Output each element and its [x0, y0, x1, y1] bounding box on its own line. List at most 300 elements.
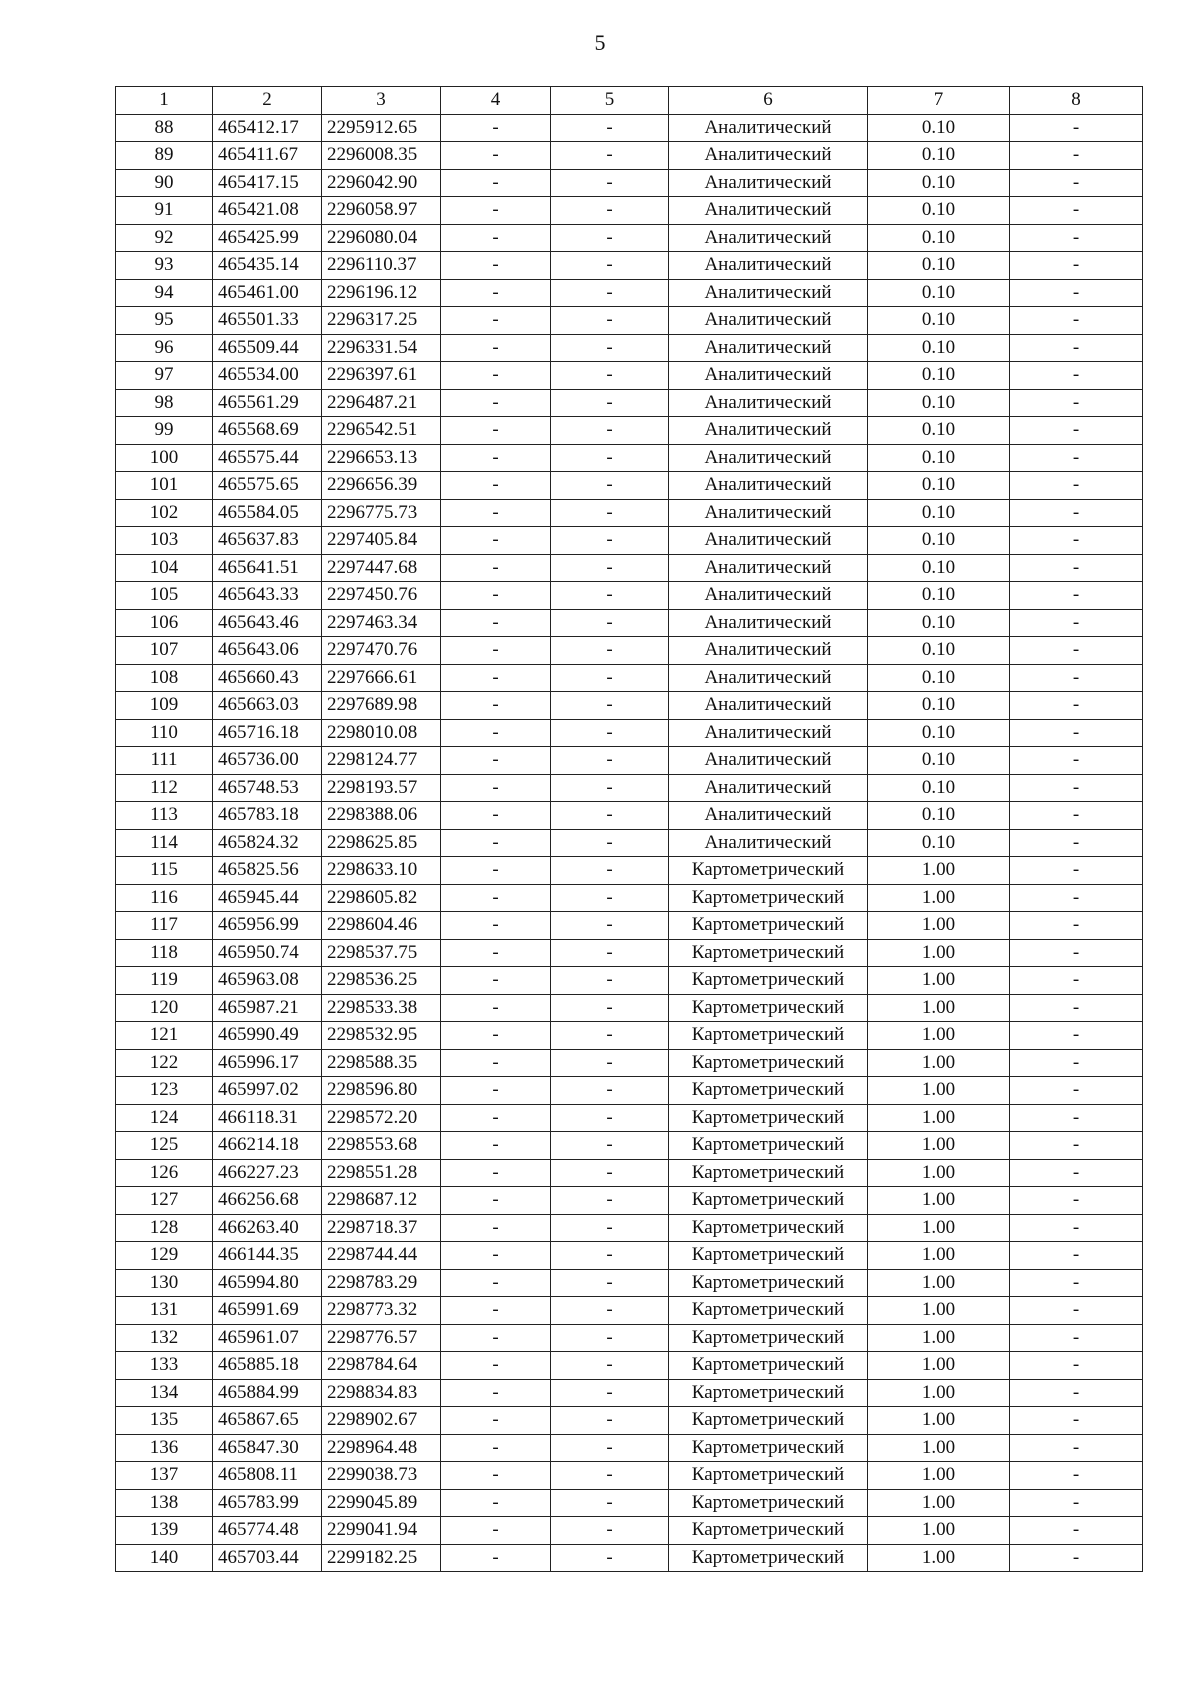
accuracy-cell: 1.00 [868, 1434, 1010, 1462]
method-cell: Картометрический [669, 857, 868, 885]
accuracy-cell: 1.00 [868, 1022, 1010, 1050]
accuracy-cell: 1.00 [868, 1544, 1010, 1572]
y-coordinate-cell: 2296653.13 [322, 444, 441, 472]
col5-cell: - [551, 444, 669, 472]
method-cell: Аналитический [669, 472, 868, 500]
table-row [116, 1214, 1143, 1242]
table-row [116, 884, 1143, 912]
col5-cell: - [551, 1077, 669, 1105]
col4-cell: - [441, 1049, 551, 1077]
accuracy-cell: 0.10 [868, 444, 1010, 472]
table-row [116, 1049, 1143, 1077]
accuracy-cell: 1.00 [868, 1489, 1010, 1517]
col8-cell: - [1010, 1297, 1143, 1325]
col8-cell: - [1010, 1352, 1143, 1380]
method-cell: Аналитический [669, 609, 868, 637]
col8-cell: - [1010, 1324, 1143, 1352]
x-coordinate-cell: 465643.06 [213, 637, 322, 665]
point-number-cell: 109 [116, 692, 213, 720]
accuracy-cell: 1.00 [868, 1269, 1010, 1297]
col4-cell: - [441, 802, 551, 830]
point-number-cell: 105 [116, 582, 213, 610]
col4-cell: - [441, 829, 551, 857]
col8-cell: - [1010, 417, 1143, 445]
table-row [116, 444, 1143, 472]
col8-cell: - [1010, 1544, 1143, 1572]
x-coordinate-cell: 465575.44 [213, 444, 322, 472]
accuracy-cell: 0.10 [868, 582, 1010, 610]
coordinates-table [115, 86, 1143, 1572]
column-header: 4 [441, 87, 551, 115]
col8-cell: - [1010, 499, 1143, 527]
col5-cell: - [551, 582, 669, 610]
table-row [116, 664, 1143, 692]
method-cell: Картометрический [669, 1049, 868, 1077]
table-row [116, 554, 1143, 582]
table-row [116, 1517, 1143, 1545]
y-coordinate-cell: 2298625.85 [322, 829, 441, 857]
accuracy-cell: 1.00 [868, 1049, 1010, 1077]
point-number-cell: 117 [116, 912, 213, 940]
col5-cell: - [551, 554, 669, 582]
accuracy-cell: 0.10 [868, 169, 1010, 197]
table-row [116, 774, 1143, 802]
accuracy-cell: 1.00 [868, 1407, 1010, 1435]
point-number-cell: 128 [116, 1214, 213, 1242]
method-cell: Аналитический [669, 252, 868, 280]
col4-cell: - [441, 334, 551, 362]
point-number-cell: 91 [116, 197, 213, 225]
method-cell: Картометрический [669, 1077, 868, 1105]
col5-cell: - [551, 197, 669, 225]
accuracy-cell: 1.00 [868, 1352, 1010, 1380]
method-cell: Аналитический [669, 362, 868, 390]
y-coordinate-cell: 2296542.51 [322, 417, 441, 445]
y-coordinate-cell: 2298773.32 [322, 1297, 441, 1325]
col5-cell: - [551, 1352, 669, 1380]
table-row [116, 142, 1143, 170]
col4-cell: - [441, 472, 551, 500]
col5-cell: - [551, 747, 669, 775]
column-header: 1 [116, 87, 213, 115]
accuracy-cell: 0.10 [868, 664, 1010, 692]
table-row [116, 609, 1143, 637]
method-cell: Картометрический [669, 884, 868, 912]
method-cell: Картометрический [669, 1214, 868, 1242]
col4-cell: - [441, 1462, 551, 1490]
col4-cell: - [441, 1077, 551, 1105]
y-coordinate-cell: 2298687.12 [322, 1187, 441, 1215]
col4-cell: - [441, 1297, 551, 1325]
y-coordinate-cell: 2298633.10 [322, 857, 441, 885]
table-row [116, 224, 1143, 252]
col8-cell: - [1010, 884, 1143, 912]
col5-cell: - [551, 527, 669, 555]
method-cell: Аналитический [669, 334, 868, 362]
point-number-cell: 127 [116, 1187, 213, 1215]
col5-cell: - [551, 1324, 669, 1352]
method-cell: Аналитический [669, 802, 868, 830]
col4-cell: - [441, 857, 551, 885]
table-row [116, 967, 1143, 995]
col5-cell: - [551, 774, 669, 802]
accuracy-cell: 1.00 [868, 1132, 1010, 1160]
x-coordinate-cell: 465736.00 [213, 747, 322, 775]
point-number-cell: 110 [116, 719, 213, 747]
col8-cell: - [1010, 1187, 1143, 1215]
y-coordinate-cell: 2297450.76 [322, 582, 441, 610]
x-coordinate-cell: 465956.99 [213, 912, 322, 940]
y-coordinate-cell: 2296058.97 [322, 197, 441, 225]
col8-cell: - [1010, 637, 1143, 665]
point-number-cell: 111 [116, 747, 213, 775]
col8-cell: - [1010, 967, 1143, 995]
table-row [116, 1187, 1143, 1215]
x-coordinate-cell: 465501.33 [213, 307, 322, 335]
col8-cell: - [1010, 747, 1143, 775]
x-coordinate-cell: 465963.08 [213, 967, 322, 995]
col5-cell: - [551, 362, 669, 390]
table-row [116, 994, 1143, 1022]
x-coordinate-cell: 465748.53 [213, 774, 322, 802]
method-cell: Картометрический [669, 912, 868, 940]
point-number-cell: 126 [116, 1159, 213, 1187]
col5-cell: - [551, 1214, 669, 1242]
col5-cell: - [551, 692, 669, 720]
col5-cell: - [551, 829, 669, 857]
accuracy-cell: 1.00 [868, 939, 1010, 967]
x-coordinate-cell: 465950.74 [213, 939, 322, 967]
table-row [116, 252, 1143, 280]
method-cell: Аналитический [669, 637, 868, 665]
accuracy-cell: 0.10 [868, 692, 1010, 720]
x-coordinate-cell: 465417.15 [213, 169, 322, 197]
col4-cell: - [441, 912, 551, 940]
method-cell: Аналитический [669, 582, 868, 610]
table-row [116, 912, 1143, 940]
point-number-cell: 120 [116, 994, 213, 1022]
col8-cell: - [1010, 719, 1143, 747]
y-coordinate-cell: 2298783.29 [322, 1269, 441, 1297]
point-number-cell: 130 [116, 1269, 213, 1297]
x-coordinate-cell: 465641.51 [213, 554, 322, 582]
y-coordinate-cell: 2298744.44 [322, 1242, 441, 1270]
x-coordinate-cell: 466227.23 [213, 1159, 322, 1187]
col8-cell: - [1010, 1434, 1143, 1462]
col5-cell: - [551, 1434, 669, 1462]
col8-cell: - [1010, 114, 1143, 142]
point-number-cell: 134 [116, 1379, 213, 1407]
x-coordinate-cell: 465808.11 [213, 1462, 322, 1490]
accuracy-cell: 1.00 [868, 1214, 1010, 1242]
point-number-cell: 123 [116, 1077, 213, 1105]
y-coordinate-cell: 2296331.54 [322, 334, 441, 362]
col4-cell: - [441, 279, 551, 307]
x-coordinate-cell: 465847.30 [213, 1434, 322, 1462]
y-coordinate-cell: 2296397.61 [322, 362, 441, 390]
col4-cell: - [441, 197, 551, 225]
x-coordinate-cell: 465945.44 [213, 884, 322, 912]
col5-cell: - [551, 1517, 669, 1545]
x-coordinate-cell: 465568.69 [213, 417, 322, 445]
y-coordinate-cell: 2296656.39 [322, 472, 441, 500]
point-number-cell: 95 [116, 307, 213, 335]
x-coordinate-cell: 465637.83 [213, 527, 322, 555]
col5-cell: - [551, 1462, 669, 1490]
method-cell: Картометрический [669, 967, 868, 995]
x-coordinate-cell: 465825.56 [213, 857, 322, 885]
col8-cell: - [1010, 1462, 1143, 1490]
col4-cell: - [441, 362, 551, 390]
table-row [116, 857, 1143, 885]
col4-cell: - [441, 554, 551, 582]
col4-cell: - [441, 747, 551, 775]
col8-cell: - [1010, 1269, 1143, 1297]
x-coordinate-cell: 465421.08 [213, 197, 322, 225]
point-number-cell: 96 [116, 334, 213, 362]
x-coordinate-cell: 465425.99 [213, 224, 322, 252]
col8-cell: - [1010, 389, 1143, 417]
col8-cell: - [1010, 197, 1143, 225]
point-number-cell: 122 [116, 1049, 213, 1077]
accuracy-cell: 0.10 [868, 774, 1010, 802]
col5-cell: - [551, 1022, 669, 1050]
table-row [116, 499, 1143, 527]
accuracy-cell: 1.00 [868, 1242, 1010, 1270]
table-row [116, 1077, 1143, 1105]
y-coordinate-cell: 2297666.61 [322, 664, 441, 692]
accuracy-cell: 0.10 [868, 609, 1010, 637]
point-number-cell: 125 [116, 1132, 213, 1160]
col5-cell: - [551, 389, 669, 417]
col5-cell: - [551, 884, 669, 912]
table-row [116, 719, 1143, 747]
method-cell: Картометрический [669, 1407, 868, 1435]
col8-cell: - [1010, 609, 1143, 637]
method-cell: Аналитический [669, 554, 868, 582]
accuracy-cell: 0.10 [868, 362, 1010, 390]
col4-cell: - [441, 1214, 551, 1242]
point-number-cell: 98 [116, 389, 213, 417]
col4-cell: - [441, 1269, 551, 1297]
table-row [116, 829, 1143, 857]
col5-cell: - [551, 609, 669, 637]
accuracy-cell: 0.10 [868, 499, 1010, 527]
point-number-cell: 138 [116, 1489, 213, 1517]
method-cell: Картометрический [669, 1462, 868, 1490]
method-cell: Аналитический [669, 829, 868, 857]
col4-cell: - [441, 609, 551, 637]
y-coordinate-cell: 2296080.04 [322, 224, 441, 252]
x-coordinate-cell: 465411.67 [213, 142, 322, 170]
method-cell: Аналитический [669, 527, 868, 555]
accuracy-cell: 0.10 [868, 417, 1010, 445]
y-coordinate-cell: 2298596.80 [322, 1077, 441, 1105]
col4-cell: - [441, 389, 551, 417]
point-number-cell: 93 [116, 252, 213, 280]
method-cell: Аналитический [669, 774, 868, 802]
method-cell: Аналитический [669, 499, 868, 527]
col4-cell: - [441, 1517, 551, 1545]
col5-cell: - [551, 252, 669, 280]
x-coordinate-cell: 465991.69 [213, 1297, 322, 1325]
table-row [116, 1489, 1143, 1517]
table-row [116, 527, 1143, 555]
method-cell: Картометрический [669, 1352, 868, 1380]
y-coordinate-cell: 2297405.84 [322, 527, 441, 555]
table-row [116, 1434, 1143, 1462]
x-coordinate-cell: 465884.99 [213, 1379, 322, 1407]
col5-cell: - [551, 1049, 669, 1077]
point-number-cell: 140 [116, 1544, 213, 1572]
col4-cell: - [441, 527, 551, 555]
y-coordinate-cell: 2298902.67 [322, 1407, 441, 1435]
y-coordinate-cell: 2298536.25 [322, 967, 441, 995]
x-coordinate-cell: 465996.17 [213, 1049, 322, 1077]
x-coordinate-cell: 465663.03 [213, 692, 322, 720]
method-cell: Аналитический [669, 197, 868, 225]
point-number-cell: 88 [116, 114, 213, 142]
col5-cell: - [551, 334, 669, 362]
point-number-cell: 131 [116, 1297, 213, 1325]
method-cell: Картометрический [669, 1132, 868, 1160]
point-number-cell: 116 [116, 884, 213, 912]
method-cell: Аналитический [669, 279, 868, 307]
col5-cell: - [551, 1242, 669, 1270]
col5-cell: - [551, 114, 669, 142]
col8-cell: - [1010, 444, 1143, 472]
table-row [116, 1324, 1143, 1352]
col8-cell: - [1010, 692, 1143, 720]
x-coordinate-cell: 465575.65 [213, 472, 322, 500]
method-cell: Картометрический [669, 1104, 868, 1132]
accuracy-cell: 1.00 [868, 1462, 1010, 1490]
col5-cell: - [551, 417, 669, 445]
col5-cell: - [551, 1297, 669, 1325]
page-number: 5 [594, 30, 606, 55]
x-coordinate-cell: 465783.99 [213, 1489, 322, 1517]
y-coordinate-cell: 2298010.08 [322, 719, 441, 747]
point-number-cell: 137 [116, 1462, 213, 1490]
table-row [116, 472, 1143, 500]
method-cell: Аналитический [669, 224, 868, 252]
method-cell: Картометрический [669, 1379, 868, 1407]
x-coordinate-cell: 466256.68 [213, 1187, 322, 1215]
y-coordinate-cell: 2298124.77 [322, 747, 441, 775]
col5-cell: - [551, 1159, 669, 1187]
point-number-cell: 94 [116, 279, 213, 307]
y-coordinate-cell: 2296110.37 [322, 252, 441, 280]
column-header: 3 [322, 87, 441, 115]
col8-cell: - [1010, 1489, 1143, 1517]
table-row [116, 802, 1143, 830]
x-coordinate-cell: 465461.00 [213, 279, 322, 307]
col5-cell: - [551, 912, 669, 940]
y-coordinate-cell: 2299038.73 [322, 1462, 441, 1490]
col5-cell: - [551, 307, 669, 335]
col8-cell: - [1010, 1022, 1143, 1050]
col8-cell: - [1010, 1214, 1143, 1242]
col4-cell: - [441, 224, 551, 252]
col4-cell: - [441, 1104, 551, 1132]
accuracy-cell: 0.10 [868, 719, 1010, 747]
method-cell: Картометрический [669, 1269, 868, 1297]
col4-cell: - [441, 1187, 551, 1215]
y-coordinate-cell: 2298533.38 [322, 994, 441, 1022]
col8-cell: - [1010, 994, 1143, 1022]
point-number-cell: 115 [116, 857, 213, 885]
col5-cell: - [551, 1187, 669, 1215]
x-coordinate-cell: 465824.32 [213, 829, 322, 857]
col5-cell: - [551, 1489, 669, 1517]
column-header: 8 [1010, 87, 1143, 115]
method-cell: Картометрический [669, 939, 868, 967]
col8-cell: - [1010, 1379, 1143, 1407]
y-coordinate-cell: 2296487.21 [322, 389, 441, 417]
y-coordinate-cell: 2298388.06 [322, 802, 441, 830]
accuracy-cell: 1.00 [868, 967, 1010, 995]
x-coordinate-cell: 465412.17 [213, 114, 322, 142]
y-coordinate-cell: 2298551.28 [322, 1159, 441, 1187]
x-coordinate-cell: 465987.21 [213, 994, 322, 1022]
accuracy-cell: 0.10 [868, 829, 1010, 857]
table-row [116, 1379, 1143, 1407]
x-coordinate-cell: 466263.40 [213, 1214, 322, 1242]
point-number-cell: 103 [116, 527, 213, 555]
point-number-cell: 90 [116, 169, 213, 197]
col8-cell: - [1010, 279, 1143, 307]
accuracy-cell: 1.00 [868, 994, 1010, 1022]
col4-cell: - [441, 719, 551, 747]
y-coordinate-cell: 2298834.83 [322, 1379, 441, 1407]
method-cell: Картометрический [669, 1187, 868, 1215]
table-row [116, 362, 1143, 390]
col4-cell: - [441, 582, 551, 610]
col4-cell: - [441, 307, 551, 335]
point-number-cell: 97 [116, 362, 213, 390]
col8-cell: - [1010, 554, 1143, 582]
col4-cell: - [441, 444, 551, 472]
col4-cell: - [441, 114, 551, 142]
col5-cell: - [551, 1544, 669, 1572]
col8-cell: - [1010, 939, 1143, 967]
col5-cell: - [551, 224, 669, 252]
col4-cell: - [441, 774, 551, 802]
method-cell: Картометрический [669, 1489, 868, 1517]
col4-cell: - [441, 1352, 551, 1380]
method-cell: Картометрический [669, 1159, 868, 1187]
col4-cell: - [441, 967, 551, 995]
accuracy-cell: 0.10 [868, 142, 1010, 170]
col4-cell: - [441, 252, 551, 280]
col5-cell: - [551, 802, 669, 830]
x-coordinate-cell: 466214.18 [213, 1132, 322, 1160]
point-number-cell: 114 [116, 829, 213, 857]
x-coordinate-cell: 465783.18 [213, 802, 322, 830]
y-coordinate-cell: 2298588.35 [322, 1049, 441, 1077]
method-cell: Аналитический [669, 692, 868, 720]
table-row [116, 307, 1143, 335]
column-header: 6 [669, 87, 868, 115]
table-row [116, 334, 1143, 362]
table-row [116, 637, 1143, 665]
col8-cell: - [1010, 252, 1143, 280]
accuracy-cell: 0.10 [868, 279, 1010, 307]
accuracy-cell: 0.10 [868, 527, 1010, 555]
col8-cell: - [1010, 1132, 1143, 1160]
table-row [116, 197, 1143, 225]
method-cell: Аналитический [669, 169, 868, 197]
